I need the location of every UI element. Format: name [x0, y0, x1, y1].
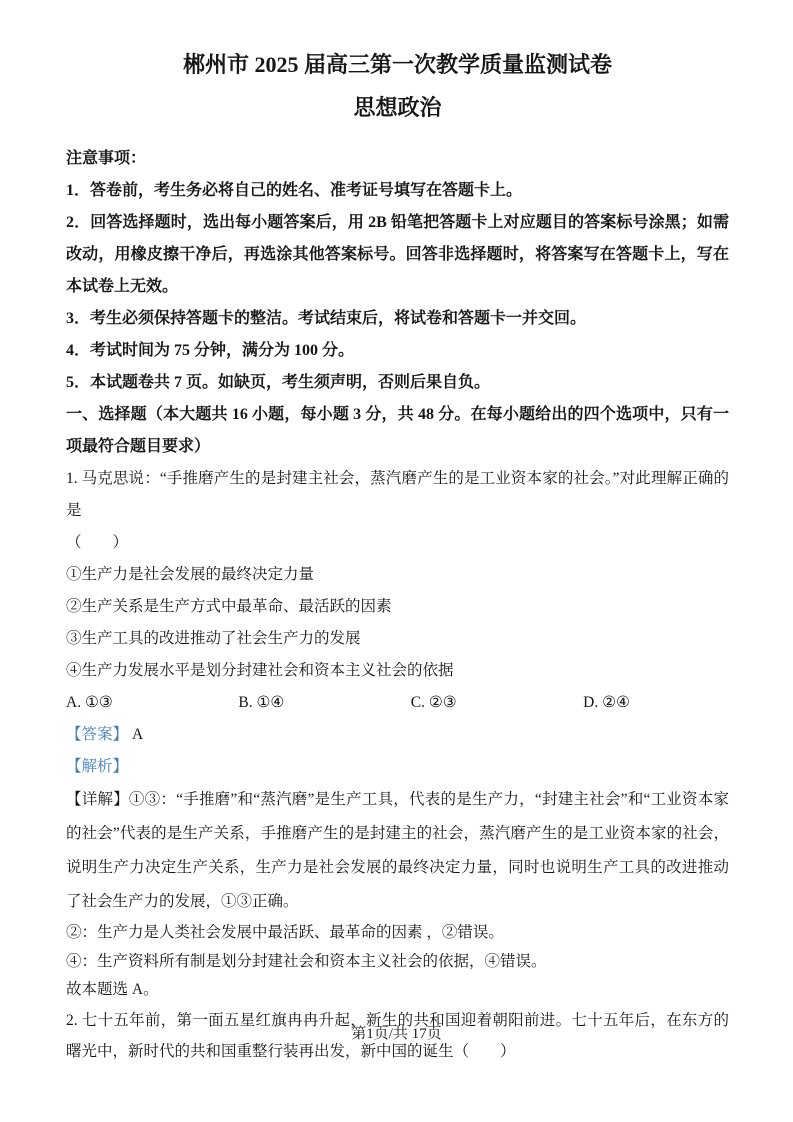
notice-item-2: 2．回答选择题时，选出每小题答案后，用 2B 铅笔把答题卡上对应题目的答案标号涂黑；如需改动，用橡皮擦干净后，再选涂其他答案标号。回答非选择题时，将答案写在答题卡上，写在本试卷上无效。	[66, 214, 729, 295]
choice-a: A. ①③	[66, 694, 113, 711]
question-1-blank-parens: （ ）	[66, 534, 129, 551]
question-1	[66, 463, 729, 1005]
question-1-statement-3: ③生产工具的改进推动了社会生产力的发展	[66, 630, 361, 647]
notice-heading: 注意事项：	[66, 150, 147, 167]
choice-d: D. ②④	[583, 694, 630, 711]
notice-section	[66, 143, 729, 463]
question-1-analysis-line	[66, 751, 729, 783]
question-1-stem: 1. 马克思说：“手推磨产生的是封建主社会，蒸汽磨产生的是工业资本家的社会。”对此理解正确的是	[66, 470, 729, 519]
question-1-point-2: ②：生产力是人类社会发展中最活跃、最革命的因素 ，②错误。	[66, 924, 504, 941]
question-1-choices-row	[66, 687, 729, 719]
notice-item-3: 3．考生必须保持答题卡的整洁。考试结束后，将试卷和答题卡一并交回。	[66, 310, 587, 327]
question-1-explanation: 【详解】①③：“手推磨”和“蒸汽磨”是生产工具，代表的是生产力，“封建主社会”和“工业资本家的社会”代表的是生产关系，手推磨产生的是封建主的社会，蒸汽磨产生的是工业资本家的社会，说明生产力决定生产关系，生产力是社会发展的最终决定力量，同时也说明生产工具的改进推动了社会生产力的发展，①③正确。	[66, 791, 729, 910]
choice-c: C. ②③	[410, 694, 457, 711]
notice-item-4: 4．考试时间为 75 分钟，满分为 100 分。	[66, 342, 355, 359]
analysis-label: 【解析】	[66, 758, 129, 775]
question-2-stem: 2. 七十五年前，第一面五星红旗冉冉升起，新生的共和国迎着朝阳前进。七十五年后，在东方的曙光中，新时代的共和国重整行装再出发，新中国的诞生（ ）	[66, 1011, 729, 1060]
section-one-heading: 一、选择题（本大题共 16 小题，每小题 3 分，共 48 分。在每小题给出的四个选项中，只有一项最符合题目要求）	[66, 406, 729, 455]
answer-value: A	[132, 726, 144, 743]
question-1-conclusion: 故本题选 A。	[66, 981, 159, 998]
document-subtitle: 思想政治	[353, 95, 442, 120]
notice-item-1: 1．答卷前，考生务必将自己的姓名、准考证号填写在答题卡上。	[66, 182, 523, 199]
question-1-statement-1: ①生产力是社会发展的最终决定力量	[66, 566, 315, 583]
question-1-statement-4: ④生产力发展水平是划分封建社会和资本主义社会的依据	[66, 662, 454, 679]
answer-label: 【答案】	[66, 726, 129, 743]
document-title: 郴州市 2025 届高三第一次教学质量监测试卷	[182, 52, 612, 77]
choice-b: B. ①④	[238, 694, 285, 711]
question-1-answer-line	[66, 719, 729, 751]
notice-item-5: 5．本试题卷共 7 页。如缺页，考生须声明，否则后果自负。	[66, 374, 491, 391]
page-number-footer: 第1页/共 17页	[351, 1026, 442, 1042]
question-1-point-4: ④：生产资料所有制是划分封建社会和资本主义社会的依据，④错误。	[66, 952, 547, 970]
question-1-statement-2: ②生产关系是生产方式中最革命、最活跃的因素	[66, 598, 392, 615]
